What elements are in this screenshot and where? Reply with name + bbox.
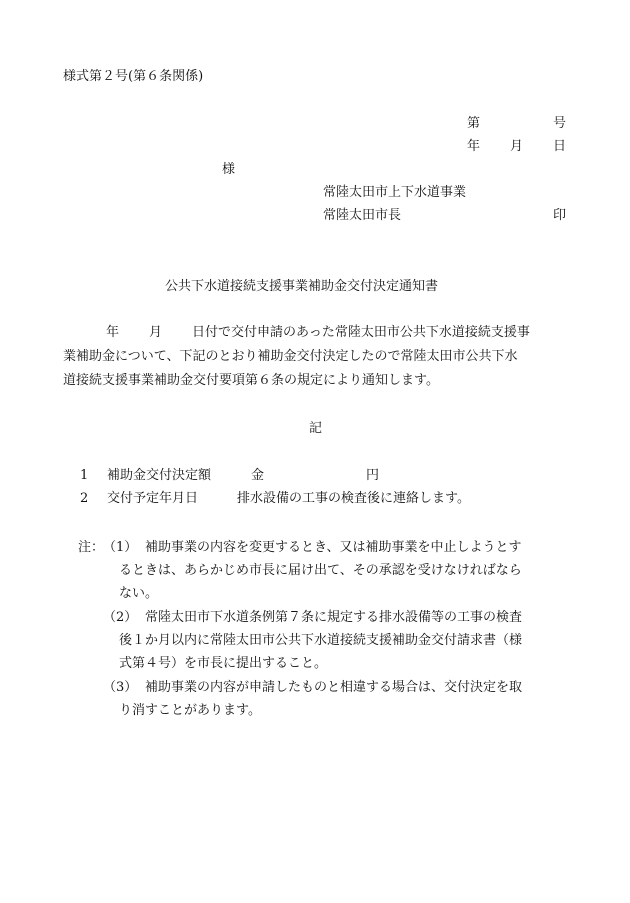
notes-prefix: 注：	[78, 540, 105, 555]
note-2-line-3: 式第４号）を市長に提出すること。	[119, 656, 328, 671]
form-label: 様式第２号(第６条関係)	[63, 69, 204, 84]
note-2-line-2: 後１か月以内に常陸太田市公共下水道接続支援補助金交付請求書（様	[119, 633, 523, 648]
body-line1-text: 日付で交付申請のあった常陸太田市公共下水道接続支援事	[192, 325, 530, 340]
note-3-number: （3）	[103, 680, 138, 695]
note-3-line-1: 補助事業の内容が申請したものと相違する場合は、交付決定を取	[145, 680, 523, 695]
seal-mark: 印	[553, 208, 567, 223]
note-1-line-1: 補助事業の内容を変更するとき、又は補助事業を中止しようとす	[145, 540, 522, 555]
body-line1-year: 年	[106, 325, 120, 340]
body-line1-month: 月	[149, 325, 163, 340]
item-2-value: 排水設備の工事の検査後に連絡します。	[237, 491, 470, 506]
issuer-line1: 常陸太田市上下水道事業	[323, 185, 467, 200]
number-prefix: 第	[467, 116, 481, 131]
item-1-label: 補助金交付決定額	[107, 468, 212, 483]
item-1-value-suffix: 円	[366, 468, 380, 483]
date-day: 日	[553, 139, 567, 154]
note-1-line-3: ない。	[119, 586, 159, 601]
note-2-number: （2）	[103, 610, 138, 625]
ki-heading: 記	[309, 421, 323, 436]
body-line2: 業補助金について、下記のとおり補助金交付決定したので常陸太田市公共下水	[63, 349, 518, 364]
date-month: 月	[510, 139, 524, 154]
note-1-number: （1）	[103, 540, 138, 555]
recipient-honorific: 様	[222, 162, 236, 177]
item-1-number: 1	[80, 468, 89, 483]
issuer-line2: 常陸太田市長	[323, 208, 402, 223]
note-2-line-1: 常陸太田市下水道条例第７条に規定する排水設備等の工事の検査	[145, 610, 523, 625]
note-3-line-2: り消すことがあります。	[119, 703, 261, 718]
document-title: 公共下水道接続支援事業補助金交付決定通知書	[165, 279, 439, 294]
date-year: 年	[467, 139, 481, 154]
note-1-line-2: るときは、あらかじめ市長に届け出て、その承認を受けなければなら	[119, 563, 522, 578]
body-line3: 道接続支援事業補助金交付要項第６条の規定により通知します。	[63, 373, 439, 388]
item-2-number: 2	[80, 491, 89, 506]
number-suffix: 号	[553, 116, 567, 131]
item-1-value-prefix: 金	[251, 468, 265, 483]
item-2-label: 交付予定年月日	[107, 491, 199, 506]
